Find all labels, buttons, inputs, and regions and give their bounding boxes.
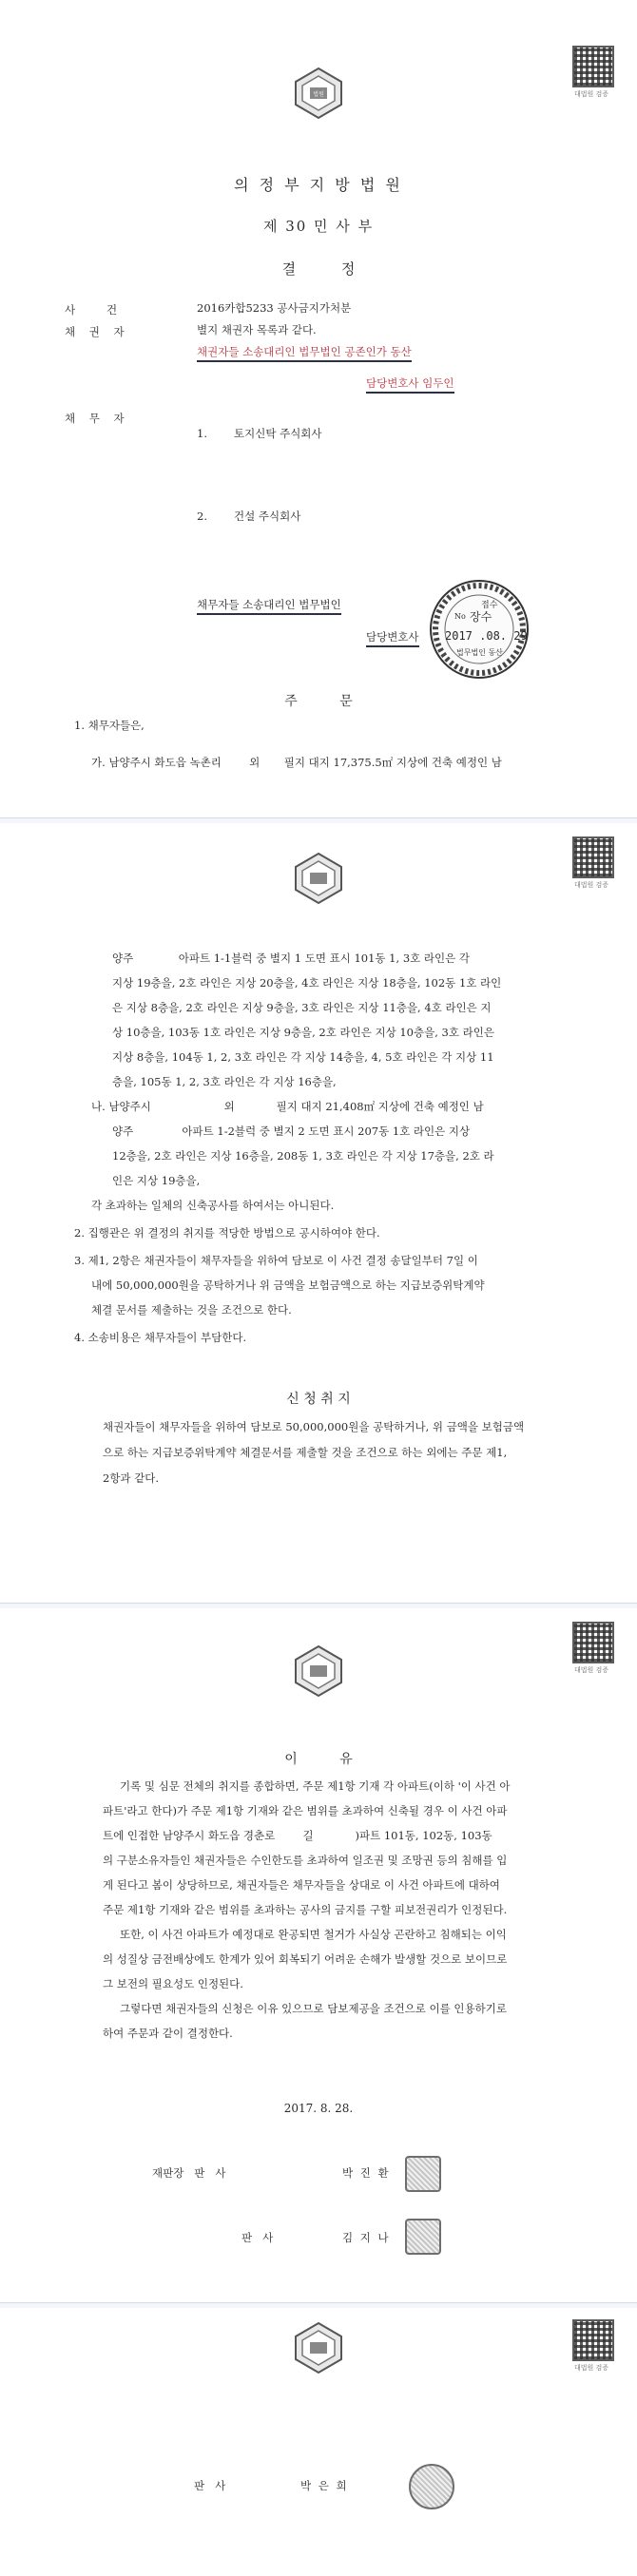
reasons-line-4: 의 구분소유자들인 채권자들은 수인한도를 초과하여 일조권 및 조망권 등의 침해를 입 bbox=[103, 1854, 508, 1867]
reasons-line-11: 하여 주문과 같이 결정한다. bbox=[103, 2027, 233, 2040]
document-page-2 bbox=[0, 823, 637, 1604]
qr-code bbox=[572, 46, 614, 87]
judge-3-name: 박 은 희 bbox=[300, 2479, 349, 2492]
ruling-item-3-line3: 체결 문서를 제출하는 것을 조건으로 한다. bbox=[91, 1303, 292, 1317]
receipt-label: 접수 bbox=[481, 601, 498, 610]
document-page-3 bbox=[0, 1608, 637, 2303]
debtor-2-name: 건설 주식회사 bbox=[234, 509, 301, 523]
receipt-name: 장수 bbox=[470, 610, 492, 624]
debtor-label: 채 무 자 bbox=[65, 412, 125, 425]
case-label: 사 건 bbox=[65, 303, 118, 317]
reasons-line-10: 그렇다면 채권자들의 신청은 이유 있으므로 담보제공을 조건으로 이를 인용하기로 bbox=[120, 2002, 507, 2015]
ruling-item-1a-line6: 지상 8층을, 104동 1, 2, 3호 라인은 각 지상 14층을, 4, 5호 라인은 각 지상 11 bbox=[112, 1050, 494, 1064]
ruling-item-1: 1. 채무자들은, bbox=[74, 719, 145, 732]
debtor-1-name: 토지신탁 주식회사 bbox=[234, 427, 322, 440]
court-emblem-icon bbox=[292, 2321, 345, 2374]
qr-caption: 대법원 검증 bbox=[573, 1666, 609, 1674]
svg-text:법원: 법원 bbox=[313, 91, 324, 98]
qr-code bbox=[572, 1622, 614, 1663]
ruling-item-1a-line5: 상 10층을, 103동 1호 라인은 지상 9층을, 2호 라인은 지상 10층을, 3호 라인은 bbox=[112, 1026, 494, 1039]
reasons-line-9: 그 보전의 필요성도 인정된다. bbox=[103, 1977, 243, 1990]
ruling-item-1c: 각 초과하는 일체의 신축공사를 하여서는 아니된다. bbox=[91, 1199, 335, 1212]
reasons-line-7: 또한, 이 사건 아파트가 예정대로 완공되면 철거가 사실상 곤란하고 침해되는 이익 bbox=[120, 1928, 507, 1941]
creditor-label: 채 권 자 bbox=[65, 325, 125, 338]
qr-code bbox=[572, 2319, 614, 2361]
creditor-representative: 채권자들 소송대리인 법무법인 공존인가 동산 bbox=[197, 346, 412, 362]
receipt-date: 2017 .08. 29 bbox=[445, 629, 528, 643]
ruling-item-1b: 나. 남양주시 외 필지 대지 21,408㎡ 지상에 건축 예정인 남 bbox=[91, 1100, 484, 1113]
qr-caption: 대법원 검증 bbox=[573, 881, 609, 889]
reasons-line-3: 트에 인접한 남양주시 화도읍 경춘로 길 )파트 101동, 102동, 103동 bbox=[103, 1829, 492, 1842]
debtor-1-number: 1. bbox=[197, 427, 207, 440]
ruling-item-1a-line4: 은 지상 8층을, 2호 라인은 지상 9층을, 3호 라인은 지상 11층을, 4호 라인은 지 bbox=[112, 1001, 492, 1014]
chief-judge-name: 박 진 환 bbox=[342, 2166, 391, 2180]
judge-2-seal bbox=[405, 2219, 441, 2255]
qr-caption: 대법원 검증 bbox=[573, 2364, 609, 2372]
application-heading: 신 청 취 지 bbox=[286, 1392, 351, 1407]
ruling-item-2: 2. 집행관은 위 결정의 취지를 적당한 방법으로 공시하여야 한다. bbox=[74, 1226, 380, 1240]
ruling-item-1b-line3: 12층을, 2호 라인은 지상 16층을, 208동 1, 3호 라인은 각 지상 17층을, 2호 라 bbox=[112, 1149, 494, 1163]
court-name: 의 정 부 지 방 법 원 bbox=[234, 176, 403, 194]
ruling-item-3-line2: 내에 50,000,000원을 공탁하거나 위 금액을 보험금액으로 하는 지급보증위탁계약 bbox=[91, 1278, 485, 1292]
decision-date: 2017. 8. 28. bbox=[283, 2102, 354, 2115]
reasons-heading: 이 유 bbox=[284, 1752, 353, 1767]
application-line-3: 2항과 같다. bbox=[103, 1471, 160, 1485]
application-line-2: 으로 하는 지급보증위탁계약 체결문서를 제출할 것을 조건으로 하는 외에는 주문 제1, bbox=[103, 1446, 508, 1459]
document-page-1 bbox=[0, 0, 637, 818]
debtor-attorney: 담당변호사 bbox=[366, 631, 419, 647]
receipt-firm: 법무법인 동산 bbox=[456, 648, 503, 657]
reasons-line-8: 의 성질상 금전배상에도 한계가 있어 회복되기 어려운 손해가 발생할 것으로 보이므로 bbox=[103, 1952, 508, 1966]
court-emblem-icon bbox=[292, 1644, 345, 1698]
judge-2-name: 김 지 나 bbox=[342, 2231, 391, 2244]
ruling-item-1a-line2: 양주 아파트 1-1블럭 중 별지 1 도면 표시 101동 1, 3호 라인은 각 bbox=[112, 952, 470, 965]
chief-judge-label: 재판장 판 사 bbox=[152, 2166, 226, 2180]
application-line-1: 채권자들이 채무자들을 위하여 담보로 50,000,000원을 공탁하거나, 위 금액을 보험금액 bbox=[103, 1420, 525, 1433]
document-type: 결 정 bbox=[281, 260, 356, 278]
reasons-line-6: 주문 제1항 기재와 같은 범위를 초과하는 공사의 금지를 구할 피보전권리가 인정된다. bbox=[103, 1903, 508, 1916]
reasons-line-2: 파트'라고 한다)가 주문 제1항 기재와 같은 범위를 초과하여 신축될 경우 이 사건 아파 bbox=[103, 1804, 508, 1817]
ruling-heading: 주 문 bbox=[284, 694, 353, 709]
judge-3-label: 판 사 bbox=[194, 2479, 226, 2492]
receipt-no: No bbox=[454, 612, 466, 621]
receipt-stamp bbox=[430, 580, 529, 679]
ruling-item-1b-line4: 인은 지상 19층을, bbox=[112, 1174, 201, 1187]
ruling-item-1b-line2: 양주 아파트 1-2블럭 중 별지 2 도면 표시 207동 1호 라인은 지상 bbox=[112, 1125, 471, 1138]
qr-code bbox=[572, 836, 614, 878]
court-emblem-icon bbox=[292, 67, 345, 120]
case-value: 2016카합5233 공사금지가처분 bbox=[197, 301, 352, 315]
ruling-item-3: 3. 제1, 2항은 채권자들이 채무자들을 위하여 담보로 이 사건 결정 송달일부터 7일 이 bbox=[74, 1254, 478, 1267]
creditor-value: 별지 채권자 목록과 같다. bbox=[197, 323, 317, 336]
court-emblem-icon bbox=[292, 852, 345, 905]
ruling-item-1a-line3: 지상 19층을, 2호 라인은 지상 20층을, 4호 라인은 지상 18층을, 102동 1호 라인 bbox=[112, 976, 502, 990]
document-page-4 bbox=[0, 2308, 637, 2576]
creditor-attorney: 담당변호사 임두인 bbox=[366, 377, 454, 394]
reasons-line-5: 게 된다고 봄이 상당하므로, 채권자들은 채무자들을 상대로 이 사건 아파트에 대하여 bbox=[103, 1878, 500, 1892]
debtor-2-number: 2. bbox=[197, 509, 207, 523]
chief-judge-seal bbox=[405, 2156, 441, 2192]
judge-2-label: 판 사 bbox=[241, 2231, 274, 2244]
judge-3-seal bbox=[409, 2464, 454, 2509]
division-title: 제 30 민 사 부 bbox=[262, 218, 375, 235]
ruling-item-4: 4. 소송비용은 채무자들이 부담한다. bbox=[74, 1331, 247, 1344]
ruling-item-1a-line7: 층을, 105동 1, 2, 3호 라인은 각 지상 16층을, bbox=[112, 1075, 337, 1088]
debtor-representative: 채무자들 소송대리인 법무법인 bbox=[197, 599, 341, 615]
ruling-item-1a: 가. 남양주시 화도읍 녹촌리 외 필지 대지 17,375.5㎡ 지상에 건축 예정인 남 bbox=[91, 756, 502, 769]
qr-caption: 대법원 검증 bbox=[573, 90, 609, 98]
reasons-line-1: 기록 및 심문 전체의 취지를 종합하면, 주문 제1항 기재 각 아파트(이하 '이 사건 아 bbox=[120, 1779, 511, 1793]
